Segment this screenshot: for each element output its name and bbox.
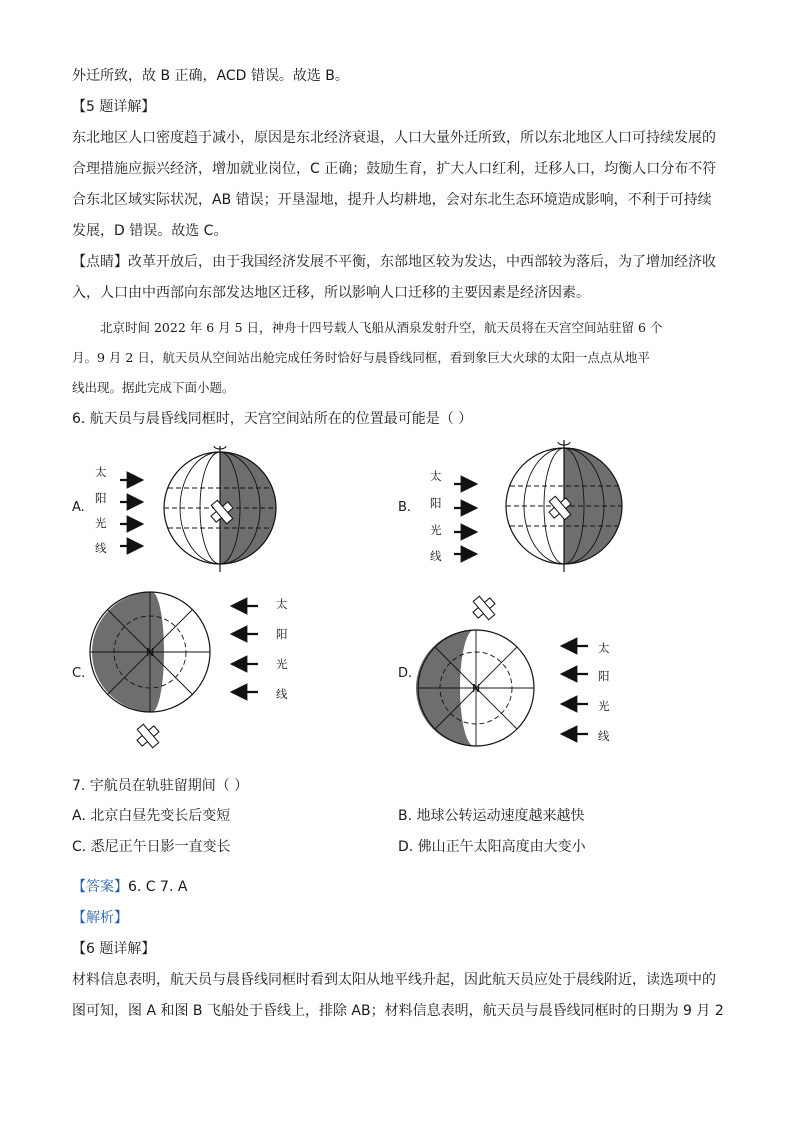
sun-char: 线	[95, 541, 107, 555]
sunlight-arrows	[232, 606, 258, 692]
sun-char: 太	[598, 641, 610, 655]
analysis-label: 【解析】	[72, 910, 128, 926]
sun-char: 光	[276, 657, 288, 671]
text-line: 合东北区域实际状况，AB 错误；开垦湿地，提升人均耕地，会对东北生态环境造成影响，不利于可持续	[72, 192, 712, 208]
sun-char: 太	[430, 469, 442, 483]
section-heading: 【5 题详解】	[72, 99, 156, 115]
figure-b	[440, 434, 630, 574]
sun-char: 太	[95, 465, 107, 479]
section-heading: 【6 题详解】	[72, 941, 156, 957]
figure-c	[88, 590, 318, 762]
north-pole-label: N	[472, 682, 481, 695]
text-line: 合理措施应振兴经济，增加就业岗位，C 正确；鼓励生育，扩大人口红利，迁移人口，均衡人口分布不符	[72, 161, 717, 177]
material-line: 北京时间 2022 年 6 月 5 日，神舟十四号载人飞船从酒泉发射升空，航天员将在天宫空间站驻留 6 个	[100, 320, 663, 335]
sun-char: 阳	[276, 627, 288, 641]
q7-option-d: D. 佛山正午太阳高度由大变小	[398, 839, 586, 855]
answer-text: 6. C 7. A	[128, 879, 188, 895]
sun-char: 线	[598, 729, 610, 743]
text-line	[72, 252, 716, 272]
material-line: 月。9 月 2 日，航天员从空间站出舱完成任务时恰好与晨昏线同框，看到象巨大火球的太阳一点点从地平	[72, 350, 650, 365]
sun-char: 光	[95, 516, 107, 530]
option-d-label: D.	[398, 666, 413, 681]
dianjing-label: 【点睛】	[72, 254, 128, 270]
answer-label: 【答案】	[72, 879, 128, 895]
question-6: 6. 航天员与晨昏线同框时，天宫空间站所在的位置最可能是（ ）	[72, 411, 473, 427]
figure-a	[110, 440, 290, 580]
sun-char: 光	[598, 699, 610, 713]
sun-char: 阳	[95, 491, 107, 505]
sunlight-arrows	[562, 646, 588, 734]
text-line: 材料信息表明，航天员与晨昏线同框时看到太阳从地平线升起，因此航天员应处于晨线附近，读选项中的	[72, 972, 716, 988]
q7-option-b: B. 地球公转运动速度越来越快	[398, 808, 585, 824]
sun-char: 阳	[430, 496, 442, 510]
sunlight-arrows	[454, 484, 476, 554]
text-line: 发展，D 错误。故选 C。	[72, 223, 228, 239]
sunlight-arrows	[120, 480, 142, 546]
material-line: 线出现。据此完成下面小题。	[72, 380, 235, 395]
option-a-label: A.	[72, 500, 85, 515]
q7-option-a: A. 北京白昼先变长后变短	[72, 808, 231, 824]
text-line: 外迁所致，故 B 正确，ACD 错误。故选 B。	[72, 68, 349, 84]
sun-char: 线	[430, 549, 442, 563]
north-pole-label: N	[146, 646, 155, 659]
satellite-icon	[468, 592, 500, 625]
sun-char: 阳	[598, 669, 610, 683]
option-b-label: B.	[398, 500, 412, 515]
option-c-label: C.	[72, 666, 86, 681]
answer-line	[72, 877, 187, 897]
dianjing-text: 改革开放后，由于我国经济发展不平衡，东部地区较为发达，中西部较为落后，为了增加经济收	[128, 254, 716, 270]
text-line: 东北地区人口密度趋于减小，原因是东北经济衰退，人口大量外迁所致，所以东北地区人口可持续发展的	[72, 130, 716, 146]
satellite-icon	[132, 720, 164, 753]
sun-char: 光	[430, 523, 442, 537]
figure-d	[410, 588, 610, 758]
sun-char: 线	[276, 687, 288, 701]
text-line: 入，人口由中西部向东部发达地区迁移，所以影响人口迁移的主要因素是经济因素。	[72, 285, 590, 301]
sun-char: 太	[276, 597, 288, 611]
question-7: 7. 宇航员在轨驻留期间（ ）	[72, 778, 249, 794]
text-line: 图可知，图 A 和图 B 飞船处于昏线上，排除 AB；材料信息表明，航天员与晨昏线同框时的日期为 9 月 2	[72, 1003, 724, 1019]
q7-option-c: C. 悉尼正午日影一直变长	[72, 839, 231, 855]
